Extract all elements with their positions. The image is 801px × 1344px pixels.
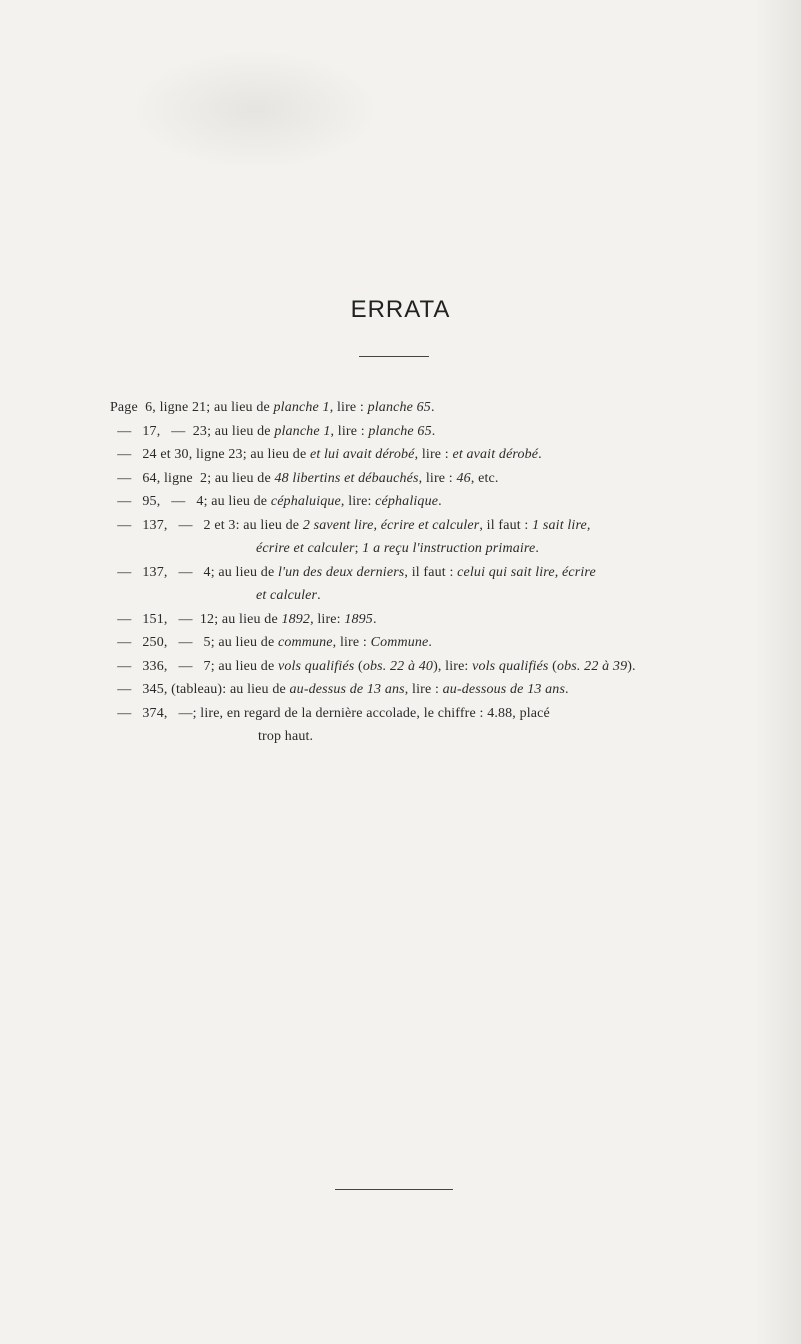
text-run: ; au lieu de: [210, 564, 278, 580]
italic-run: au-dessus de 13 ans: [289, 682, 405, 697]
text-run: ; au lieu de: [207, 470, 275, 486]
text-run: , lire :: [404, 682, 443, 697]
errata-correction: [207, 420, 750, 444]
italic-run: 48 libertins et débauchés: [274, 470, 419, 486]
text-run: .: [430, 400, 435, 415]
text-run: ), lire:: [433, 658, 473, 674]
italic-run: vols qualifiés: [472, 658, 549, 674]
errata-reference: — 345, (tableau): [110, 682, 223, 697]
errata-reference: — 64, ligne 2: [110, 470, 208, 486]
errata-entry-line: [110, 608, 750, 632]
errata-correction: [236, 514, 750, 538]
errata-entry: [110, 443, 750, 467]
italic-run: 2 savent lire, écrire et calculer: [302, 517, 480, 533]
errata-entry: [110, 702, 750, 749]
text-run: : au lieu de: [222, 682, 290, 697]
text-run: , il faut :: [404, 564, 458, 580]
errata-entry: [110, 678, 750, 702]
italic-run: au-dessous de 13 ans: [442, 682, 566, 697]
errata-reference: — 336, — 7: [110, 658, 211, 674]
text-run: , il faut :: [479, 517, 533, 533]
text-run: ; au lieu de: [207, 423, 275, 439]
errata-continuation: [110, 584, 750, 608]
errata-entry-line: [110, 420, 750, 444]
italic-run: et avait dérobé: [452, 447, 539, 462]
end-divider: [335, 1189, 453, 1190]
errata-entry-line: [110, 490, 750, 514]
errata-correction: [193, 702, 750, 726]
errata-entry-line: [110, 655, 750, 679]
text-run: trop haut.: [258, 729, 314, 744]
errata-correction: [211, 561, 750, 585]
errata-entry-line: [110, 396, 750, 420]
errata-entry: [110, 655, 750, 679]
text-run: ; au lieu de: [203, 494, 271, 509]
page-title: ERRATA: [350, 296, 451, 323]
title-divider: [359, 356, 429, 357]
text-run: , lire :: [418, 470, 457, 486]
italic-run: 1 sait lire,: [532, 517, 591, 533]
text-run: .: [438, 494, 442, 509]
errata-entry-line: [110, 678, 750, 702]
text-run: ; au lieu de: [242, 447, 310, 462]
errata-reference: — 24 et 30, ligne 23: [110, 447, 243, 462]
errata-reference: — 374, —: [110, 705, 193, 721]
italic-run: écrire et calculer: [256, 541, 355, 556]
errata-entry-line: [110, 631, 750, 655]
text-run: .: [538, 447, 542, 462]
italic-run: planche 65: [368, 423, 432, 439]
errata-correction: [204, 490, 750, 514]
errata-correction: [211, 631, 750, 655]
text-run: .: [317, 588, 321, 603]
italic-run: obs. 22 à 39: [556, 658, 628, 674]
italic-run: celui qui sait lire, écrire: [457, 564, 596, 580]
text-run: ;: [354, 541, 363, 556]
errata-reference: — 250, — 5: [110, 635, 211, 650]
errata-entry: [110, 490, 750, 514]
text-run: , etc.: [470, 470, 499, 486]
errata-reference: — 17, — 23: [110, 423, 208, 439]
italic-run: 46: [456, 470, 471, 486]
text-run: , lire :: [330, 423, 369, 439]
text-run: ; au lieu de: [210, 658, 278, 674]
italic-run: céphalique: [375, 494, 439, 509]
text-run: ; au lieu de: [214, 611, 282, 627]
italic-run: et lui avait dérobé: [309, 447, 415, 462]
italic-run: planche 65: [367, 400, 431, 415]
errata-reference: — 137, — 4: [110, 564, 211, 580]
text-run: : au lieu de: [235, 517, 303, 533]
errata-continuation: [110, 725, 750, 749]
text-run: , lire :: [329, 400, 368, 415]
errata-list: [110, 396, 750, 749]
text-run: , lire:: [310, 611, 345, 627]
text-run: , lire:: [340, 494, 376, 509]
errata-continuation: [110, 537, 750, 561]
errata-entry-line: [110, 467, 750, 491]
text-run: (: [354, 658, 363, 674]
italic-run: commune: [277, 635, 333, 650]
text-run: .: [372, 611, 377, 627]
text-run: ).: [627, 658, 636, 674]
errata-correction: [243, 443, 750, 467]
errata-reference: — 95, — 4: [110, 494, 204, 509]
italic-run: planche 1: [274, 423, 331, 439]
italic-run: et calculer: [256, 588, 318, 603]
errata-correction: [214, 608, 750, 632]
errata-entry: [110, 396, 750, 420]
italic-run: Commune: [370, 635, 429, 650]
italic-run: planche 1: [273, 400, 330, 415]
errata-entry: [110, 467, 750, 491]
text-run: .: [535, 541, 539, 556]
text-run: .: [431, 423, 436, 439]
text-run: (: [548, 658, 557, 674]
text-run: .: [428, 635, 433, 650]
text-run: ; au lieu de: [210, 635, 278, 650]
errata-reference: Page 6, ligne 21: [110, 400, 207, 415]
errata-correction: [211, 655, 750, 679]
italic-run: 1 a reçu l'instruction primaire: [362, 541, 536, 556]
text-run: ; au lieu de: [206, 400, 274, 415]
italic-run: obs. 22 à 40: [362, 658, 434, 674]
errata-entry: [110, 420, 750, 444]
italic-run: vols qualifiés: [277, 658, 355, 674]
errata-entry-line: [110, 514, 750, 538]
errata-entry-line: [110, 702, 750, 726]
text-run: , lire :: [332, 635, 371, 650]
paper-smudge: [130, 50, 380, 170]
page-edge-shadow: [755, 0, 801, 1344]
errata-correction: [222, 678, 750, 702]
text-run: ; lire, en regard de la dernière accolade, le chiffre : 4.88, placé: [192, 705, 550, 721]
text-run: .: [565, 682, 569, 697]
errata-entry-line: [110, 443, 750, 467]
italic-run: l'un des deux derniers: [277, 564, 405, 580]
errata-entry: [110, 608, 750, 632]
errata-correction: [207, 467, 750, 491]
errata-correction: [206, 396, 750, 420]
errata-reference: — 151, — 12: [110, 611, 215, 627]
errata-entry: [110, 514, 750, 561]
italic-run: 1895: [344, 611, 373, 627]
errata-entry: [110, 631, 750, 655]
errata-entry-line: [110, 561, 750, 585]
italic-run: 1892: [281, 611, 311, 627]
errata-reference: — 137, — 2 et 3: [110, 517, 236, 533]
errata-entry: [110, 561, 750, 608]
italic-run: céphaluique: [270, 494, 341, 509]
text-run: , lire :: [414, 447, 453, 462]
